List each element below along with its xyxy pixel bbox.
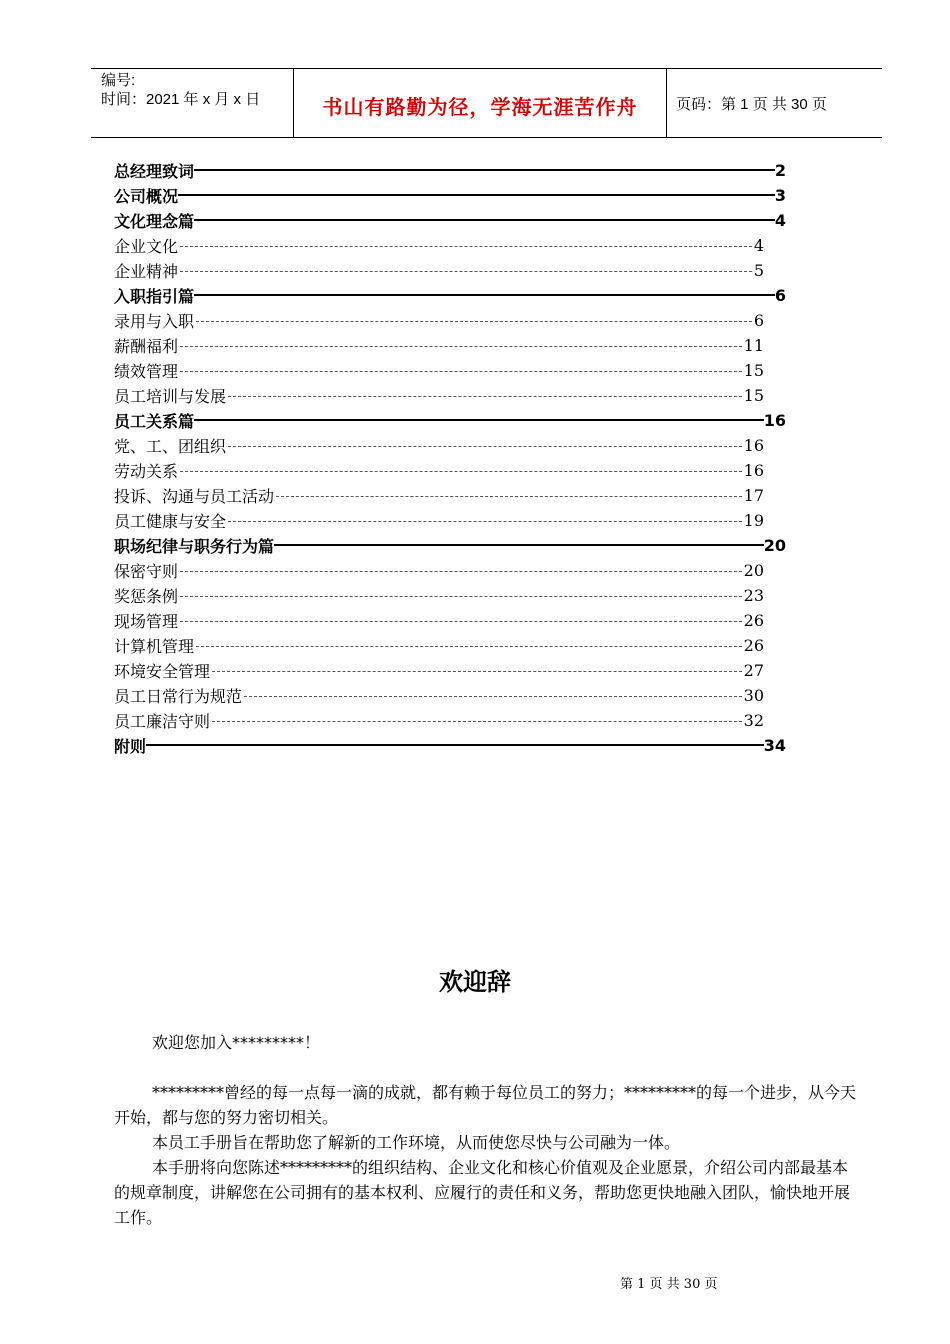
toc-entry-title: 员工廉洁守则 xyxy=(114,712,211,731)
toc-entry[interactable] xyxy=(114,208,786,233)
toc-entry[interactable] xyxy=(114,308,786,333)
toc-entry[interactable] xyxy=(114,333,786,358)
toc-entry-title: 员工关系篇 xyxy=(114,412,195,431)
toc-entry-page: 16 xyxy=(763,411,786,430)
toc-entry-page: 26 xyxy=(743,611,764,630)
toc-entry-title: 员工培训与发展 xyxy=(114,387,227,406)
toc-entry-title: 职场纪律与职务行为篇 xyxy=(114,537,275,556)
toc-leader-line xyxy=(228,521,742,522)
toc-entry[interactable] xyxy=(114,458,786,483)
motto-text: 书山有路勤为径，学海无涯苦作舟 xyxy=(322,95,638,119)
toc-leader-line xyxy=(180,346,742,347)
toc-entry[interactable] xyxy=(114,708,786,733)
toc-leader-line xyxy=(146,744,764,746)
toc-leader-line xyxy=(212,721,742,722)
toc-entry-title: 附则 xyxy=(114,737,147,756)
welcome-title: 欢迎辞 xyxy=(439,968,511,996)
table-of-contents xyxy=(114,158,786,758)
toc-entry[interactable] xyxy=(114,483,786,508)
toc-entry[interactable] xyxy=(114,233,786,258)
toc-entry[interactable] xyxy=(114,433,786,458)
toc-entry[interactable] xyxy=(114,658,786,683)
toc-entry[interactable] xyxy=(114,183,786,208)
toc-entry-page: 30 xyxy=(743,686,764,705)
toc-entry[interactable] xyxy=(114,608,786,633)
toc-leader-line xyxy=(180,246,752,247)
toc-entry-page: 5 xyxy=(753,261,764,280)
toc-entry[interactable] xyxy=(114,583,786,608)
toc-entry-page: 19 xyxy=(743,511,764,530)
toc-entry-title: 现场管理 xyxy=(114,612,179,631)
toc-entry[interactable] xyxy=(114,683,786,708)
toc-leader-line xyxy=(194,169,775,171)
welcome-paragraph: 本员工手册旨在帮助您了解新的工作环境，从而使您尽快与公司融为一体。 xyxy=(152,1133,681,1152)
toc-entry[interactable] xyxy=(114,283,786,308)
toc-entry[interactable] xyxy=(114,158,786,183)
toc-leader-line xyxy=(194,294,775,296)
toc-entry-page: 32 xyxy=(743,711,764,730)
toc-entry-page: 16 xyxy=(743,461,764,480)
toc-entry-page: 16 xyxy=(743,436,764,455)
page-footer: 第 1 页 共 30 页 xyxy=(620,1277,718,1292)
toc-leader-line xyxy=(244,696,742,697)
toc-entry-page: 11 xyxy=(743,336,764,355)
toc-entry-title: 环境安全管理 xyxy=(114,662,211,681)
toc-entry-page: 15 xyxy=(743,386,764,405)
toc-entry-title: 党、工、团组织 xyxy=(114,437,227,456)
toc-leader-line xyxy=(180,621,742,622)
toc-entry-title: 保密守则 xyxy=(114,562,179,581)
toc-leader-line xyxy=(194,219,775,221)
toc-leader-line xyxy=(194,419,764,421)
toc-leader-line xyxy=(180,596,742,597)
toc-leader-line xyxy=(180,371,742,372)
toc-entry[interactable] xyxy=(114,258,786,283)
toc-entry-page: 15 xyxy=(743,361,764,380)
toc-entry[interactable] xyxy=(114,558,786,583)
welcome-paragraph: 本手册将向您陈述*********的组织结构、企业文化和核心价值观及企业愿景，介绍公司内部最基本的规章制度，讲解您在公司拥有的基本权利、应履行的责任和义务，帮助您更快地融入团队，愉快地开展工作。 xyxy=(114,1158,851,1227)
toc-leader-line xyxy=(228,396,742,397)
toc-entry-title: 计算机管理 xyxy=(114,637,195,656)
toc-entry-title: 员工健康与安全 xyxy=(114,512,227,531)
header-meta xyxy=(91,69,293,137)
toc-entry-title: 投诉、沟通与员工活动 xyxy=(114,487,275,506)
toc-entry-title: 入职指引篇 xyxy=(114,287,195,306)
toc-entry-page: 3 xyxy=(774,186,786,205)
toc-entry[interactable] xyxy=(114,508,786,533)
toc-entry-title: 录用与入职 xyxy=(114,312,195,331)
toc-leader-line xyxy=(228,446,742,447)
toc-entry-page: 20 xyxy=(743,561,764,580)
toc-entry[interactable] xyxy=(114,533,786,558)
toc-entry-title: 企业精神 xyxy=(114,262,179,281)
toc-entry-title: 文化理念篇 xyxy=(114,212,195,231)
toc-leader-line xyxy=(180,271,752,272)
toc-leader-line xyxy=(180,471,742,472)
page-info: 页码：第 1 页 共 30 页 xyxy=(676,96,827,113)
toc-leader-line xyxy=(196,646,742,647)
toc-entry-page: 4 xyxy=(774,211,786,230)
toc-entry[interactable] xyxy=(114,358,786,383)
time-label: 时间：2021 年 x 月 x 日 xyxy=(101,91,261,108)
toc-entry-page: 26 xyxy=(743,636,764,655)
toc-entry[interactable] xyxy=(114,408,786,433)
toc-entry-page: 2 xyxy=(774,161,786,180)
toc-entry[interactable] xyxy=(114,383,786,408)
toc-entry-page: 23 xyxy=(743,586,764,605)
toc-entry-title: 员工日常行为规范 xyxy=(114,687,243,706)
toc-entry-title: 绩效管理 xyxy=(114,362,179,381)
toc-entry-title: 公司概况 xyxy=(114,187,179,206)
serial-label: 编号: xyxy=(101,72,136,89)
toc-entry-title: 总经理致词 xyxy=(114,162,195,181)
toc-entry[interactable] xyxy=(114,733,786,758)
toc-leader-line xyxy=(212,671,742,672)
toc-leader-line xyxy=(178,194,775,196)
toc-entry-title: 企业文化 xyxy=(114,237,179,256)
toc-entry-page: 6 xyxy=(753,311,764,330)
welcome-greeting: 欢迎您加入*********！ xyxy=(152,1033,321,1052)
toc-leader-line xyxy=(274,544,764,546)
toc-entry-page: 34 xyxy=(763,736,786,755)
toc-entry[interactable] xyxy=(114,633,786,658)
toc-leader-line xyxy=(180,571,742,572)
toc-entry-page: 20 xyxy=(763,536,786,555)
header-motto-cell xyxy=(293,69,667,137)
page-header xyxy=(91,68,882,138)
toc-entry-page: 4 xyxy=(753,236,764,255)
toc-entry-page: 6 xyxy=(774,286,786,305)
toc-entry-page: 27 xyxy=(743,661,764,680)
toc-entry-page: 17 xyxy=(743,486,764,505)
toc-leader-line xyxy=(196,321,752,322)
header-page-cell xyxy=(666,69,882,137)
toc-entry-title: 奖惩条例 xyxy=(114,587,179,606)
toc-entry-title: 薪酬福利 xyxy=(114,337,179,356)
welcome-paragraph: *********曾经的每一点每一滴的成就，都有赖于每位员工的努力；*********的每一个进步，从今天开始，都与您的努力密切相关。 xyxy=(114,1083,857,1127)
toc-entry-title: 劳动关系 xyxy=(114,462,179,481)
toc-leader-line xyxy=(276,496,742,497)
